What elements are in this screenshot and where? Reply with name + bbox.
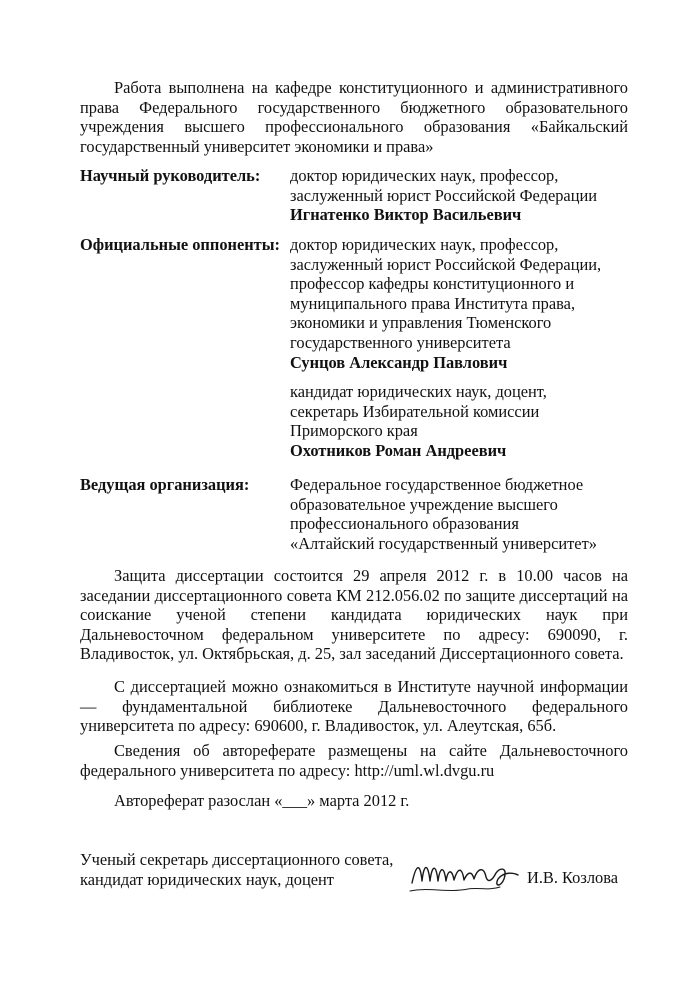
leading-org-block	[290, 475, 640, 553]
opponent-2-line: секретарь Избирательной комиссии	[290, 401, 540, 421]
intro-paragraph: Работа выполнена на кафедре конституционного и административного права Федерального государственного бюджетного образовательного учреждения высшего профессионального образования «Байкальский государственный университет экономики и права»	[80, 78, 628, 156]
handwritten-signature	[408, 853, 523, 901]
sent-date-line: Автореферат разослан «___» марта 2012 г.	[114, 791, 410, 810]
opponent-1-line: профессор кафедры конституционного и	[290, 274, 575, 294]
opponent-1-line: экономики и управления Тюменского	[290, 313, 552, 333]
website-paragraph: Сведения об автореферате размещены на сайте Дальневосточного федерального университета по адресу: http://uml.wl.dvgu.ru	[80, 741, 628, 780]
supervisor-line: заслуженный юрист Российской Федерации	[290, 185, 598, 205]
secretary-line: Ученый секретарь диссертационного совета,	[80, 850, 394, 869]
opponent-1-line: государственного университета	[290, 332, 511, 352]
opponent-2-line: кандидат юридических наук, доцент,	[290, 382, 547, 401]
supervisor-line: доктор юридических наук, профессор,	[290, 166, 559, 185]
opponent-1-line: доктор юридических наук, профессор,	[290, 235, 559, 254]
defense-paragraph: Защита диссертации состоится 29 апреля 2012 г. в 10.00 часов на заседании диссертационного совета КМ 212.056.02 по защите диссертаций на соискание ученой степени кандидата юридических наук при Дальневосточном федеральном университете по адресу: 690090, г. Владивосток, ул. Октябрьская, д. 25, зал заседаний Диссертационного совета.	[80, 566, 628, 664]
opponent-1-name: Сунцов Александр Павлович	[290, 352, 508, 372]
library-paragraph: С диссертацией можно ознакомиться в Институте научной информации — фундаментальной библиотеке Дальневосточного федерального университета по адресу: 690600, г. Владивосток, ул. Алеутская, 65б.	[80, 677, 628, 736]
secretary-name: И.В. Козлова	[527, 868, 619, 887]
leading-org-label: Ведущая организация:	[80, 475, 250, 494]
opponent-1-line: муниципального права Института права,	[290, 293, 576, 313]
leading-org-line: образовательное учреждение высшего	[290, 494, 558, 514]
opponent-2-name: Охотников Роман Андреевич	[290, 440, 507, 460]
opponent-2-block	[290, 382, 640, 460]
opponents-label: Официальные оппоненты:	[80, 235, 280, 254]
opponent-1-block	[290, 235, 640, 372]
secretary-block	[80, 850, 393, 889]
secretary-line: кандидат юридических наук, доцент	[80, 869, 334, 889]
leading-org-line: «Алтайский государственный университет»	[290, 533, 597, 553]
supervisor-block	[290, 166, 640, 225]
leading-org-line: профессионального образования	[290, 514, 519, 534]
supervisor-label: Научный руководитель:	[80, 166, 261, 185]
supervisor-name: Игнатенко Виктор Васильевич	[290, 205, 522, 225]
leading-org-line: Федеральное государственное бюджетное	[290, 475, 584, 494]
opponent-2-line: Приморского края	[290, 421, 418, 441]
opponent-1-line: заслуженный юрист Российской Федерации,	[290, 254, 602, 274]
